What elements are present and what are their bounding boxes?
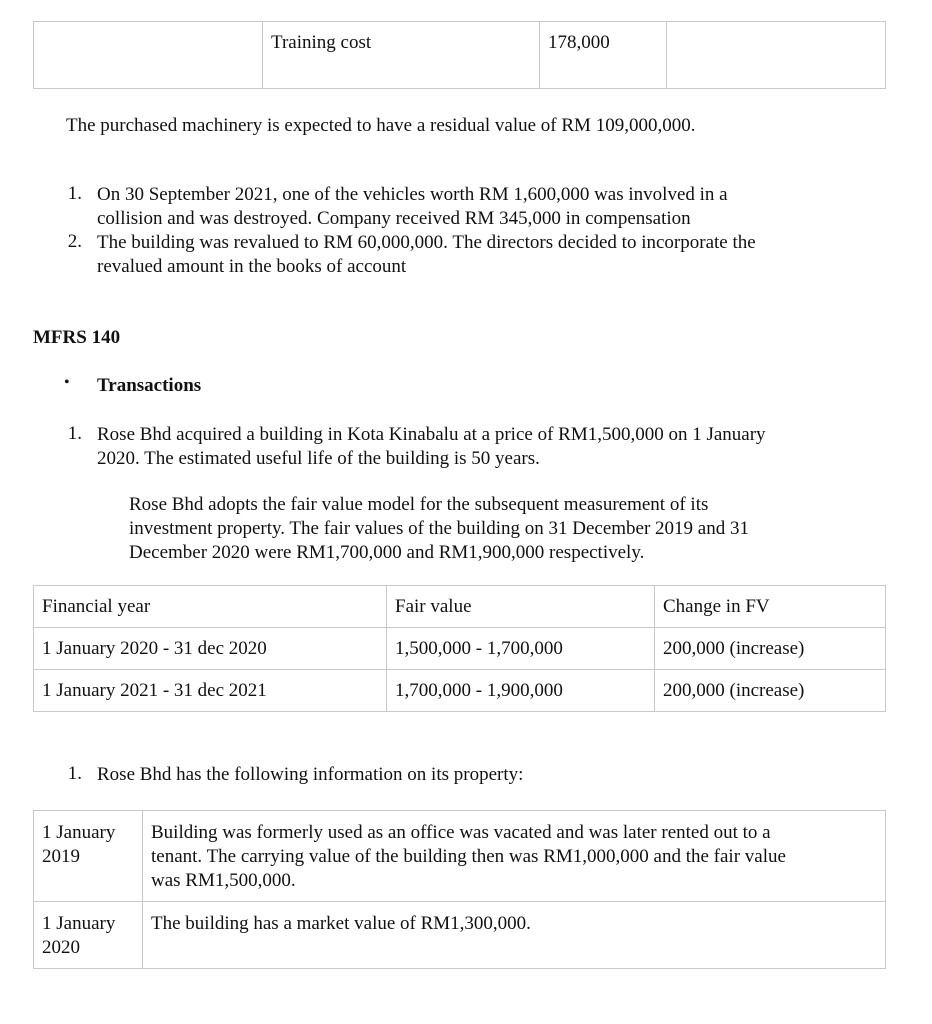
table-cell: 200,000 (increase) <box>655 670 886 712</box>
header-cell: Change in FV <box>655 586 886 628</box>
paragraph-line: investment property. The fair values of the building on 31 December 2019 and 31 <box>129 518 749 539</box>
numbered-list-assets <box>0 183 932 279</box>
paragraph-line: Rose Bhd adopts the fair value model for the subsequent measurement of its <box>129 494 709 515</box>
list-item <box>0 183 932 231</box>
list-item-line: Rose Bhd acquired a building in Kota Kinabalu at a price of RM1,500,000 on 1 January <box>97 424 766 445</box>
list-item <box>0 763 932 787</box>
date-cell <box>34 902 143 969</box>
table-row <box>34 670 886 712</box>
table-cell-label <box>263 22 540 89</box>
fair-value-table <box>33 585 886 712</box>
list-number: 2. <box>67 231 82 252</box>
date-line: 1 January <box>42 913 116 934</box>
list-item-line: revalued amount in the books of account <box>97 256 407 277</box>
date-line: 2019 <box>42 846 80 867</box>
list-item-line: 2020. The estimated useful life of the building is 50 years. <box>97 448 540 469</box>
table-cell: 1 January 2021 - 31 dec 2021 <box>34 670 387 712</box>
list-item-line: Rose Bhd has the following information on its property: <box>97 764 524 785</box>
table-header-row <box>34 586 886 628</box>
training-cost-label: Training cost <box>271 32 372 53</box>
list-item <box>0 231 932 279</box>
list-number: 1. <box>67 423 82 444</box>
cost-table <box>33 21 886 89</box>
list-number: 1. <box>67 763 82 784</box>
fair-value-paragraph <box>129 493 749 565</box>
table-cell: 1,700,000 - 1,900,000 <box>387 670 655 712</box>
table-row <box>34 22 886 89</box>
header-cell: Fair value <box>387 586 655 628</box>
list-item <box>0 423 932 471</box>
list-number: 1. <box>67 183 82 204</box>
list-item-line: The building was revalued to RM 60,000,000. The directors decided to incorporate the <box>97 232 756 253</box>
date-line: 1 January <box>42 822 116 843</box>
training-cost-value: 178,000 <box>548 32 610 53</box>
table-cell-empty <box>34 22 263 89</box>
description-cell <box>143 811 886 902</box>
description-line: was RM1,500,000. <box>151 870 296 891</box>
bullet-label: Transactions <box>97 375 202 396</box>
table-cell: 1,500,000 - 1,700,000 <box>387 628 655 670</box>
table-cell-value <box>540 22 667 89</box>
bullet-icon: • <box>64 374 70 391</box>
description-line: tenant. The carrying value of the building then was RM1,000,000 and the fair value <box>151 846 786 867</box>
table-cell-empty <box>667 22 886 89</box>
list-item-line: On 30 September 2021, one of the vehicles worth RM 1,600,000 was involved in a <box>97 184 728 205</box>
list-item-line: collision and was destroyed. Company received RM 345,000 in compensation <box>97 208 691 229</box>
property-table <box>33 810 886 969</box>
description-line: Building was formerly used as an office was vacated and was later rented out to a <box>151 822 771 843</box>
table-row <box>34 628 886 670</box>
date-line: 2020 <box>42 937 80 958</box>
paragraph-line: December 2020 were RM1,700,000 and RM1,900,000 respectively. <box>129 542 645 563</box>
header-cell: Financial year <box>34 586 387 628</box>
description-cell <box>143 902 886 969</box>
table-row <box>34 811 886 902</box>
table-cell: 200,000 (increase) <box>655 628 886 670</box>
section-heading: MFRS 140 <box>33 327 121 348</box>
residual-note: The purchased machinery is expected to have a residual value of RM 109,000,000. <box>66 115 696 136</box>
description-line: The building has a market value of RM1,300,000. <box>151 913 531 934</box>
table-cell: 1 January 2020 - 31 dec 2020 <box>34 628 387 670</box>
date-cell <box>34 811 143 902</box>
table-row <box>34 902 886 969</box>
